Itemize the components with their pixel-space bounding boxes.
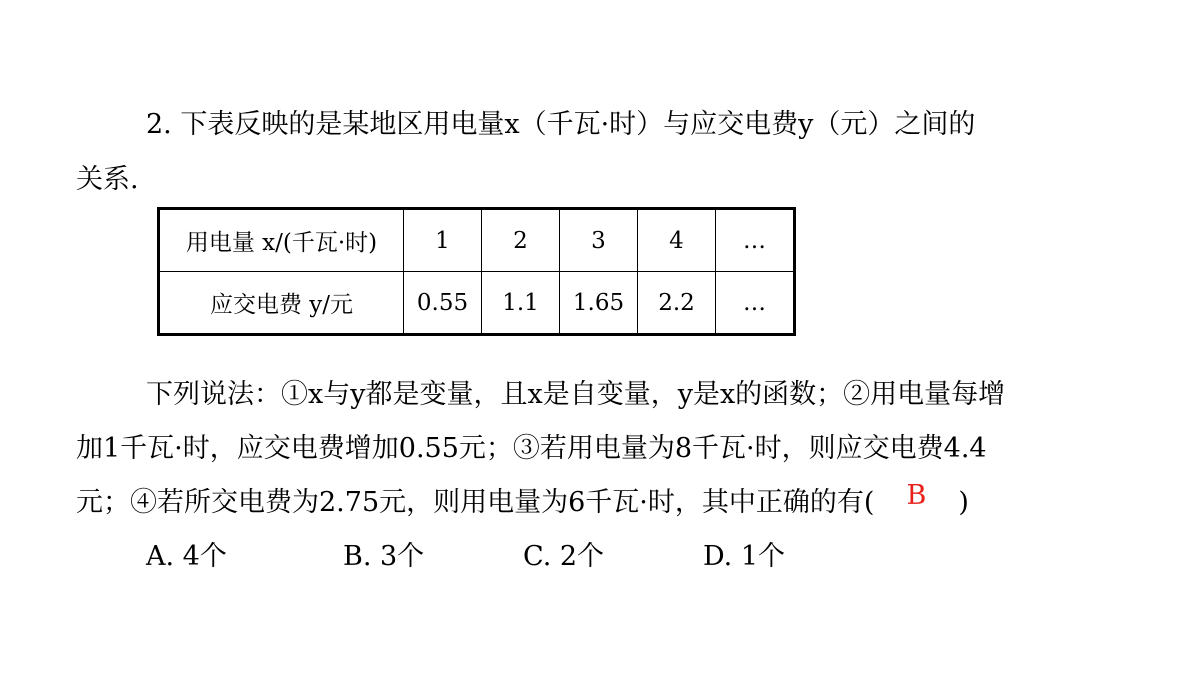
option-a[interactable]: A. 4个 <box>146 541 227 572</box>
option-c[interactable]: C. 2个 <box>523 541 605 572</box>
answer-mark: B <box>906 480 927 511</box>
table-cell: 2 <box>482 209 560 272</box>
table-cell: 1.1 <box>482 272 560 335</box>
table-cell: 1 <box>404 209 482 272</box>
row-header-y: 应交电费 y/元 <box>159 272 404 335</box>
question-stem-line-1: 2. 下表反映的是某地区用电量x（千瓦·时）与应交电费y（元）之间的 <box>146 109 976 140</box>
data-table <box>157 207 796 336</box>
table-row <box>159 209 795 272</box>
option-b[interactable]: B. 3个 <box>343 541 425 572</box>
table-cell: 2.2 <box>638 272 716 335</box>
table-cell: 0.55 <box>404 272 482 335</box>
statements-line-2: 加1千瓦·时，应交电费增加0.55元；③若用电量为8千瓦·时，则应交电费4.4 <box>76 433 987 464</box>
option-d[interactable]: D. 1个 <box>703 541 786 572</box>
table-cell-ellipsis: … <box>716 209 795 272</box>
statements-line-3-text: 元；④若所交电费为2.75元，则用电量为6千瓦·时，其中正确的有( <box>76 487 875 518</box>
table-cell: 3 <box>560 209 638 272</box>
table-row <box>159 272 795 335</box>
row-header-x: 用电量 x/(千瓦·时) <box>159 209 404 272</box>
statements-line-1: 下列说法：①x与y都是变量，且x是自变量，y是x的函数；②用电量每增 <box>146 379 1006 410</box>
closing-paren: ) <box>958 487 969 518</box>
table-cell-ellipsis: … <box>716 272 795 335</box>
statements-line-3 <box>76 480 969 520</box>
table-cell: 1.65 <box>560 272 638 335</box>
table-cell: 4 <box>638 209 716 272</box>
question-stem-line-2: 关系. <box>76 164 139 195</box>
